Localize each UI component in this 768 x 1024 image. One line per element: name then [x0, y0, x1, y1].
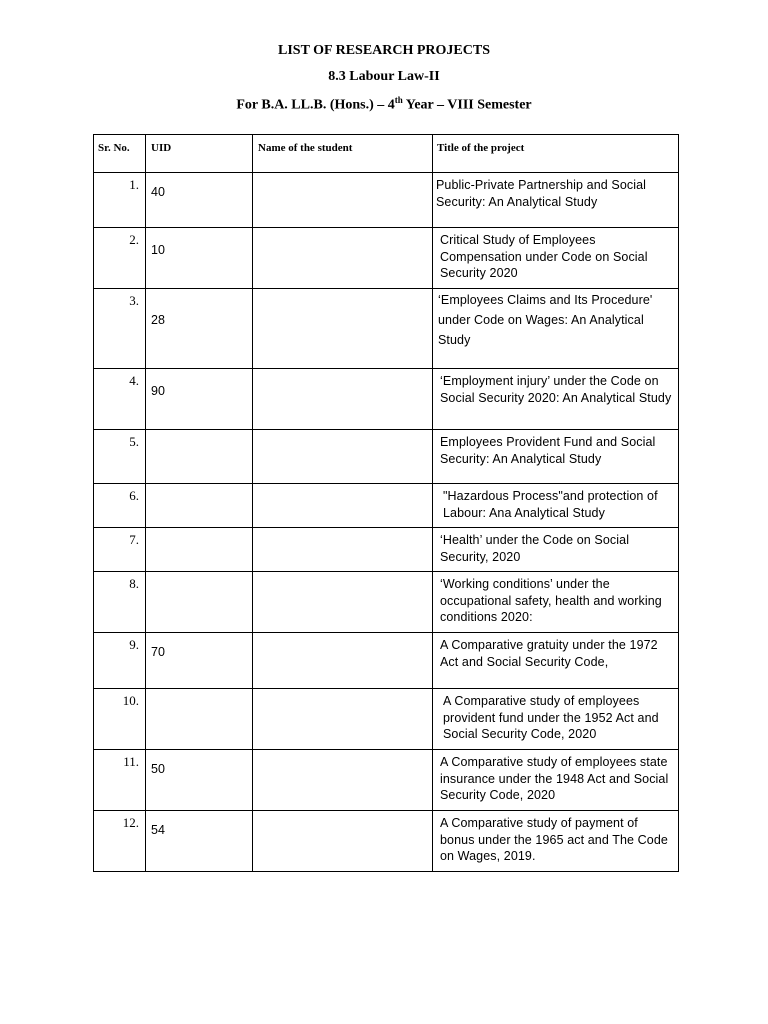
- sr-no-cell: 12.: [94, 811, 146, 872]
- student-name-cell: [253, 173, 433, 228]
- table-row: [94, 811, 679, 872]
- sr-no-cell: 3.: [94, 289, 146, 369]
- sr-no-cell: 6.: [94, 484, 146, 528]
- project-title-cell: Public-Private Partnership and Social Security: An Analytical Study: [433, 173, 679, 228]
- header-sr-no: Sr. No.: [94, 135, 146, 173]
- table-row: [94, 289, 679, 369]
- project-title-cell: ‘Health’ under the Code on Social Security, 2020: [433, 528, 679, 572]
- table-row: [94, 173, 679, 228]
- table-row: [94, 484, 679, 528]
- table-row: [94, 430, 679, 484]
- student-name-cell: [253, 572, 433, 633]
- student-name-cell: [253, 633, 433, 689]
- uid-cell: 90: [146, 369, 253, 430]
- student-name-cell: [253, 289, 433, 369]
- header-student-name: Name of the student: [253, 135, 433, 173]
- student-name-cell: [253, 369, 433, 430]
- header-project-title: Title of the project: [433, 135, 679, 173]
- table-row: [94, 369, 679, 430]
- document-title: LIST OF RESEARCH PROJECTS: [278, 43, 490, 58]
- project-title-cell: ‘Employees Claims and Its Procedure' under Code on Wages: An Analytical Study: [433, 289, 679, 369]
- course-prefix: For B.A. LL.B. (Hons.) – 4: [236, 97, 395, 113]
- student-name-cell: [253, 750, 433, 811]
- sr-no-cell: 2.: [94, 228, 146, 289]
- course-suffix: Year – VIII Semester: [402, 97, 532, 113]
- sr-no-cell: 9.: [94, 633, 146, 689]
- student-name-cell: [253, 228, 433, 289]
- uid-cell: [146, 484, 253, 528]
- table-row: [94, 572, 679, 633]
- sr-no-cell: 11.: [94, 750, 146, 811]
- project-title-cell: A Comparative study of employees state insurance under the 1948 Act and Social Security Code, 2020: [433, 750, 679, 811]
- sr-no-cell: 1.: [94, 173, 146, 228]
- uid-cell: [146, 572, 253, 633]
- sr-no-cell: 5.: [94, 430, 146, 484]
- projects-table: [93, 134, 679, 872]
- project-title-cell: A Comparative study of employees provident fund under the 1952 Act and Social Security Code, 2020: [433, 689, 679, 750]
- project-title-cell: "Hazardous Process"and protection of Labour: Ana Analytical Study: [433, 484, 679, 528]
- student-name-cell: [253, 811, 433, 872]
- project-title-cell: ‘Working conditions’ under the occupational safety, health and working conditions 2020:: [433, 572, 679, 633]
- sr-no-cell: 4.: [94, 369, 146, 430]
- uid-cell: 70: [146, 633, 253, 689]
- sr-no-cell: 10.: [94, 689, 146, 750]
- uid-cell: 50: [146, 750, 253, 811]
- project-title-cell: Critical Study of Employees Compensation under Code on Social Security 2020: [433, 228, 679, 289]
- uid-cell: 40: [146, 173, 253, 228]
- uid-cell: 10: [146, 228, 253, 289]
- course-title: [0, 95, 768, 114]
- table-row: [94, 633, 679, 689]
- student-name-cell: [253, 528, 433, 572]
- table-row: [94, 750, 679, 811]
- table-row: [94, 228, 679, 289]
- student-name-cell: [253, 689, 433, 750]
- header-uid: UID: [146, 135, 253, 173]
- uid-cell: [146, 689, 253, 750]
- table-row: [94, 528, 679, 572]
- subject-title: 8.3 Labour Law-II: [328, 69, 440, 84]
- project-title-cell: A Comparative gratuity under the 1972 Act and Social Security Code,: [433, 633, 679, 689]
- student-name-cell: [253, 484, 433, 528]
- table-header-row: [94, 135, 679, 173]
- project-title-cell: ‘Employment injury’ under the Code on Social Security 2020: An Analytical Study: [433, 369, 679, 430]
- uid-cell: 28: [146, 289, 253, 369]
- sr-no-cell: 7.: [94, 528, 146, 572]
- uid-cell: [146, 430, 253, 484]
- student-name-cell: [253, 430, 433, 484]
- uid-cell: 54: [146, 811, 253, 872]
- course-superscript: th: [394, 95, 403, 105]
- project-title-cell: A Comparative study of payment of bonus under the 1965 act and The Code on Wages, 2019.: [433, 811, 679, 872]
- sr-no-cell: 8.: [94, 572, 146, 633]
- uid-cell: [146, 528, 253, 572]
- table-row: [94, 689, 679, 750]
- project-title-cell: Employees Provident Fund and Social Security: An Analytical Study: [433, 430, 679, 484]
